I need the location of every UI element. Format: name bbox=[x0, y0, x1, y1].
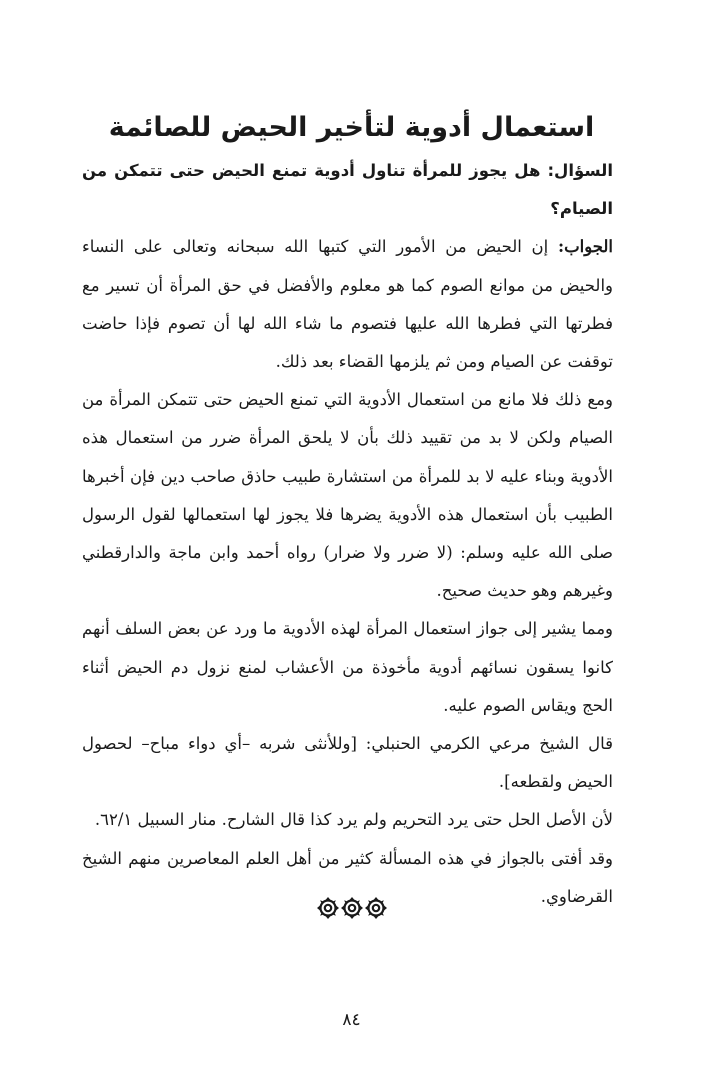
paragraph-principle: لأن الأصل الحل حتى يرد التحريم ولم يرد كذا قال الشارح. منار السبيل ٦٢/١. bbox=[94, 810, 613, 830]
paragraph-karmi-quote: قال الشيخ مرعي الكرمي الحنبلي: [وللأنثى شربه –أي دواء مباح– لحصول الحيض ولقطعه]. bbox=[82, 734, 613, 792]
answer-paragraph bbox=[82, 228, 613, 381]
article-body bbox=[82, 152, 613, 916]
answer-label: الجواب: bbox=[558, 237, 613, 257]
page-number: ٨٤ bbox=[342, 1010, 361, 1030]
question-paragraph bbox=[82, 152, 613, 228]
question-label: السؤال: bbox=[547, 161, 613, 180]
paragraph-permission: ومع ذلك فلا مانع من استعمال الأدوية التي تمنع الحيض حتى تتمكن المرأة من الصيام ولكن لا بد من تقييد ذلك بأن لا يلحق المرأة ضرر من استعمال هذه الأدوية وبناء عليه لا بد للمرأة من استشارة طبيب حاذق صاحب دين فإن أخبرها الطبيب بأن استعمال هذه الأدوية يضرها فلا يجوز لها استعمالها لقول الرسول صلى الله عليه وسلم: (لا ضرر ولا ضرار) رواه أحمد وابن ماجة والدارقطني وغيرهم وهو حديث صحيح. bbox=[82, 390, 613, 601]
triple-rosette-ornament-icon bbox=[316, 895, 388, 921]
paragraph-salaf-evidence: ومما يشير إلى جواز استعمال المرأة لهذه الأدوية ما ورد عن بعض السلف أنهم كانوا يسقون نسائهم أدوية مأخوذة من الأعشاب لمنع نزول دم الحيض أثناء الحج ويقاس الصوم عليه. bbox=[82, 619, 613, 715]
paragraph-fatwa: وقد أفتى بالجواز في هذه المسألة كثير من أهل العلم المعاصرين منهم الشيخ القرضاوي. bbox=[82, 848, 613, 906]
page-title: استعمال أدوية لتأخير الحيض للصائمة bbox=[108, 112, 595, 143]
answer-text: إن الحيض من الأمور التي كتبها الله سبحانه وتعالى على النساء والحيض من موانع الصوم كما هو معلوم والأفضل في حق المرأة أن تسير مع فطرتها التي فطرها الله عليها فتصوم ما شاء الله لها أن تصوم فإذا حاضت توقفت عن الصيام ومن ثم يلزمها القضاء بعد ذلك. bbox=[82, 237, 613, 372]
section-end-ornament bbox=[0, 895, 703, 921]
question-text: هل يجوز للمرأة تناول أدوية تمنع الحيض حتى تتمكن من الصيام؟ bbox=[82, 161, 613, 219]
